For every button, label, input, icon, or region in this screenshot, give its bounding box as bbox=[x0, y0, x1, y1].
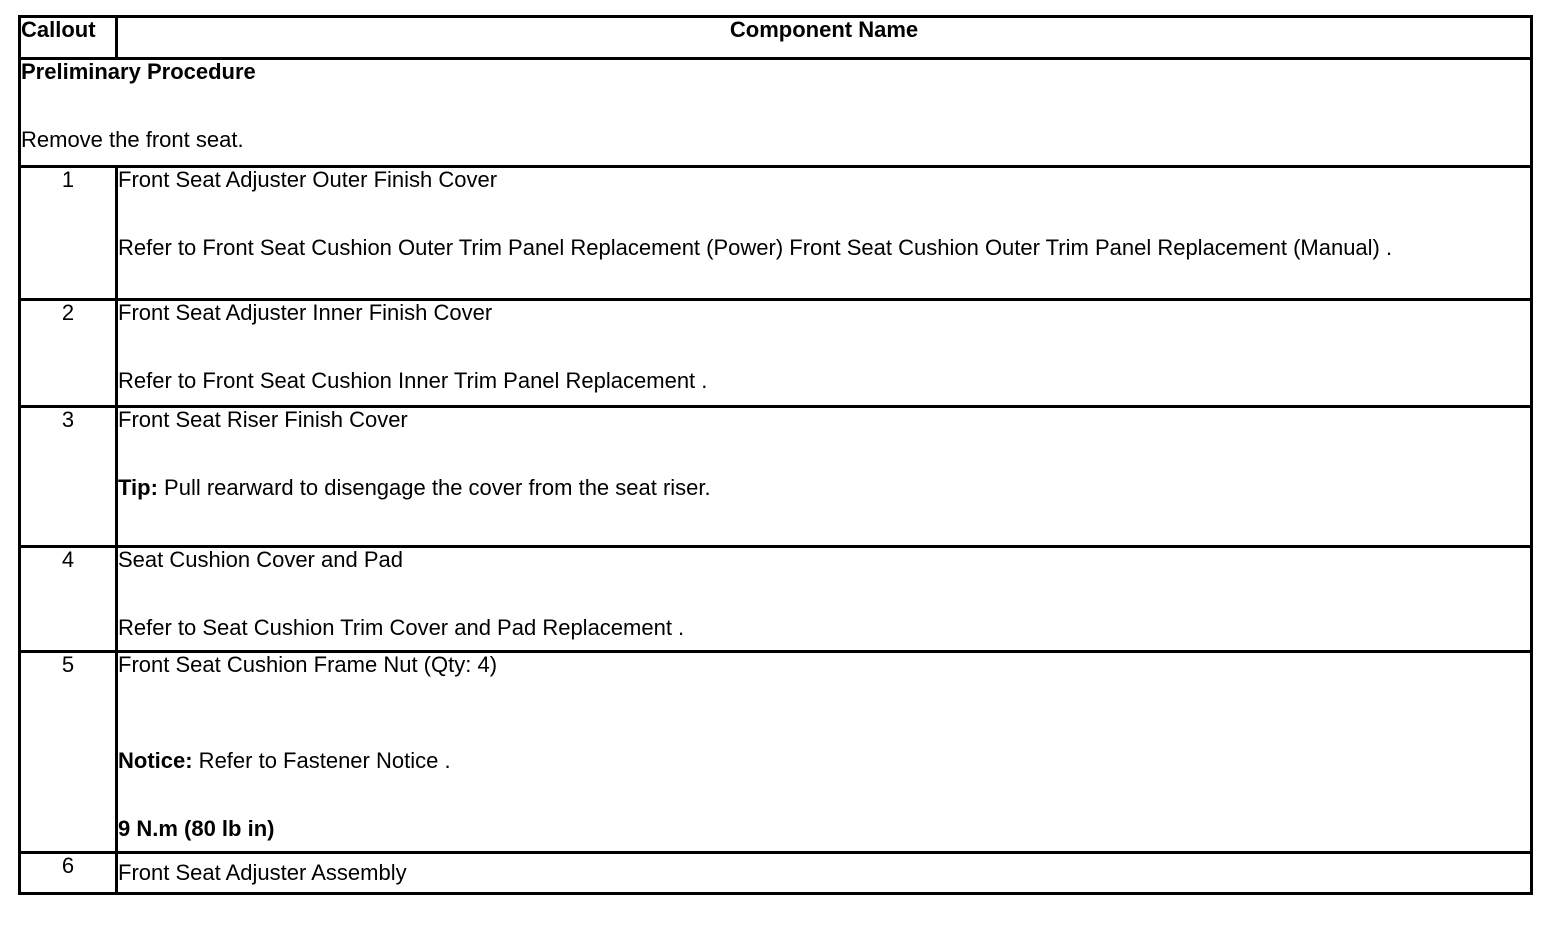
callout-number: 5 bbox=[20, 652, 117, 853]
table-row bbox=[20, 853, 1532, 894]
component-reference: Refer to Front Seat Cushion Outer Trim Panel Replacement (Power) Front Seat Cushion Outer Trim Panel Replacement (Manual) . bbox=[118, 235, 1393, 260]
preliminary-procedure-title: Preliminary Procedure bbox=[21, 59, 256, 84]
component-name: Front Seat Adjuster Inner Finish Cover bbox=[118, 300, 493, 325]
notice-text bbox=[118, 749, 1530, 773]
callout-number: 1 bbox=[20, 167, 117, 300]
component-cell bbox=[117, 652, 1532, 853]
component-cell bbox=[117, 300, 1532, 407]
table-row bbox=[20, 652, 1532, 853]
preliminary-procedure-text: Remove the front seat. bbox=[21, 127, 244, 152]
table-header-row bbox=[20, 17, 1532, 59]
component-name: Front Seat Adjuster Outer Finish Cover bbox=[118, 167, 498, 192]
callout-column-header: Callout bbox=[20, 17, 117, 59]
component-cell bbox=[117, 547, 1532, 652]
preliminary-procedure-cell bbox=[20, 59, 1532, 167]
callout-number: 6 bbox=[20, 853, 117, 894]
table-row bbox=[20, 300, 1532, 407]
tip-body: Pull rearward to disengage the cover from the seat riser. bbox=[157, 475, 711, 500]
component-cell bbox=[117, 167, 1532, 300]
component-name-column-header: Component Name bbox=[117, 17, 1532, 59]
tip-text bbox=[118, 476, 1530, 500]
callout-number: 4 bbox=[20, 547, 117, 652]
table-row bbox=[20, 407, 1532, 547]
callout-number: 3 bbox=[20, 407, 117, 547]
procedure-table bbox=[18, 15, 1533, 895]
component-cell bbox=[117, 853, 1532, 894]
preliminary-procedure-row bbox=[20, 59, 1532, 167]
component-reference: Refer to Seat Cushion Trim Cover and Pad Replacement . bbox=[118, 615, 685, 640]
table-row bbox=[20, 547, 1532, 652]
component-reference: Refer to Front Seat Cushion Inner Trim Panel Replacement . bbox=[118, 368, 708, 393]
component-cell bbox=[117, 407, 1532, 547]
torque-spec: 9 N.m (80 lb in) bbox=[118, 816, 275, 841]
tip-label: Tip: bbox=[118, 475, 158, 500]
notice-body: Refer to Fastener Notice . bbox=[192, 748, 451, 773]
table-row bbox=[20, 167, 1532, 300]
component-name: Front Seat Cushion Frame Nut (Qty: 4) bbox=[118, 652, 498, 677]
component-name: Seat Cushion Cover and Pad bbox=[118, 547, 403, 572]
callout-number: 2 bbox=[20, 300, 117, 407]
notice-label: Notice: bbox=[118, 748, 193, 773]
component-name: Front Seat Riser Finish Cover bbox=[118, 407, 408, 432]
component-name: Front Seat Adjuster Assembly bbox=[118, 860, 407, 885]
